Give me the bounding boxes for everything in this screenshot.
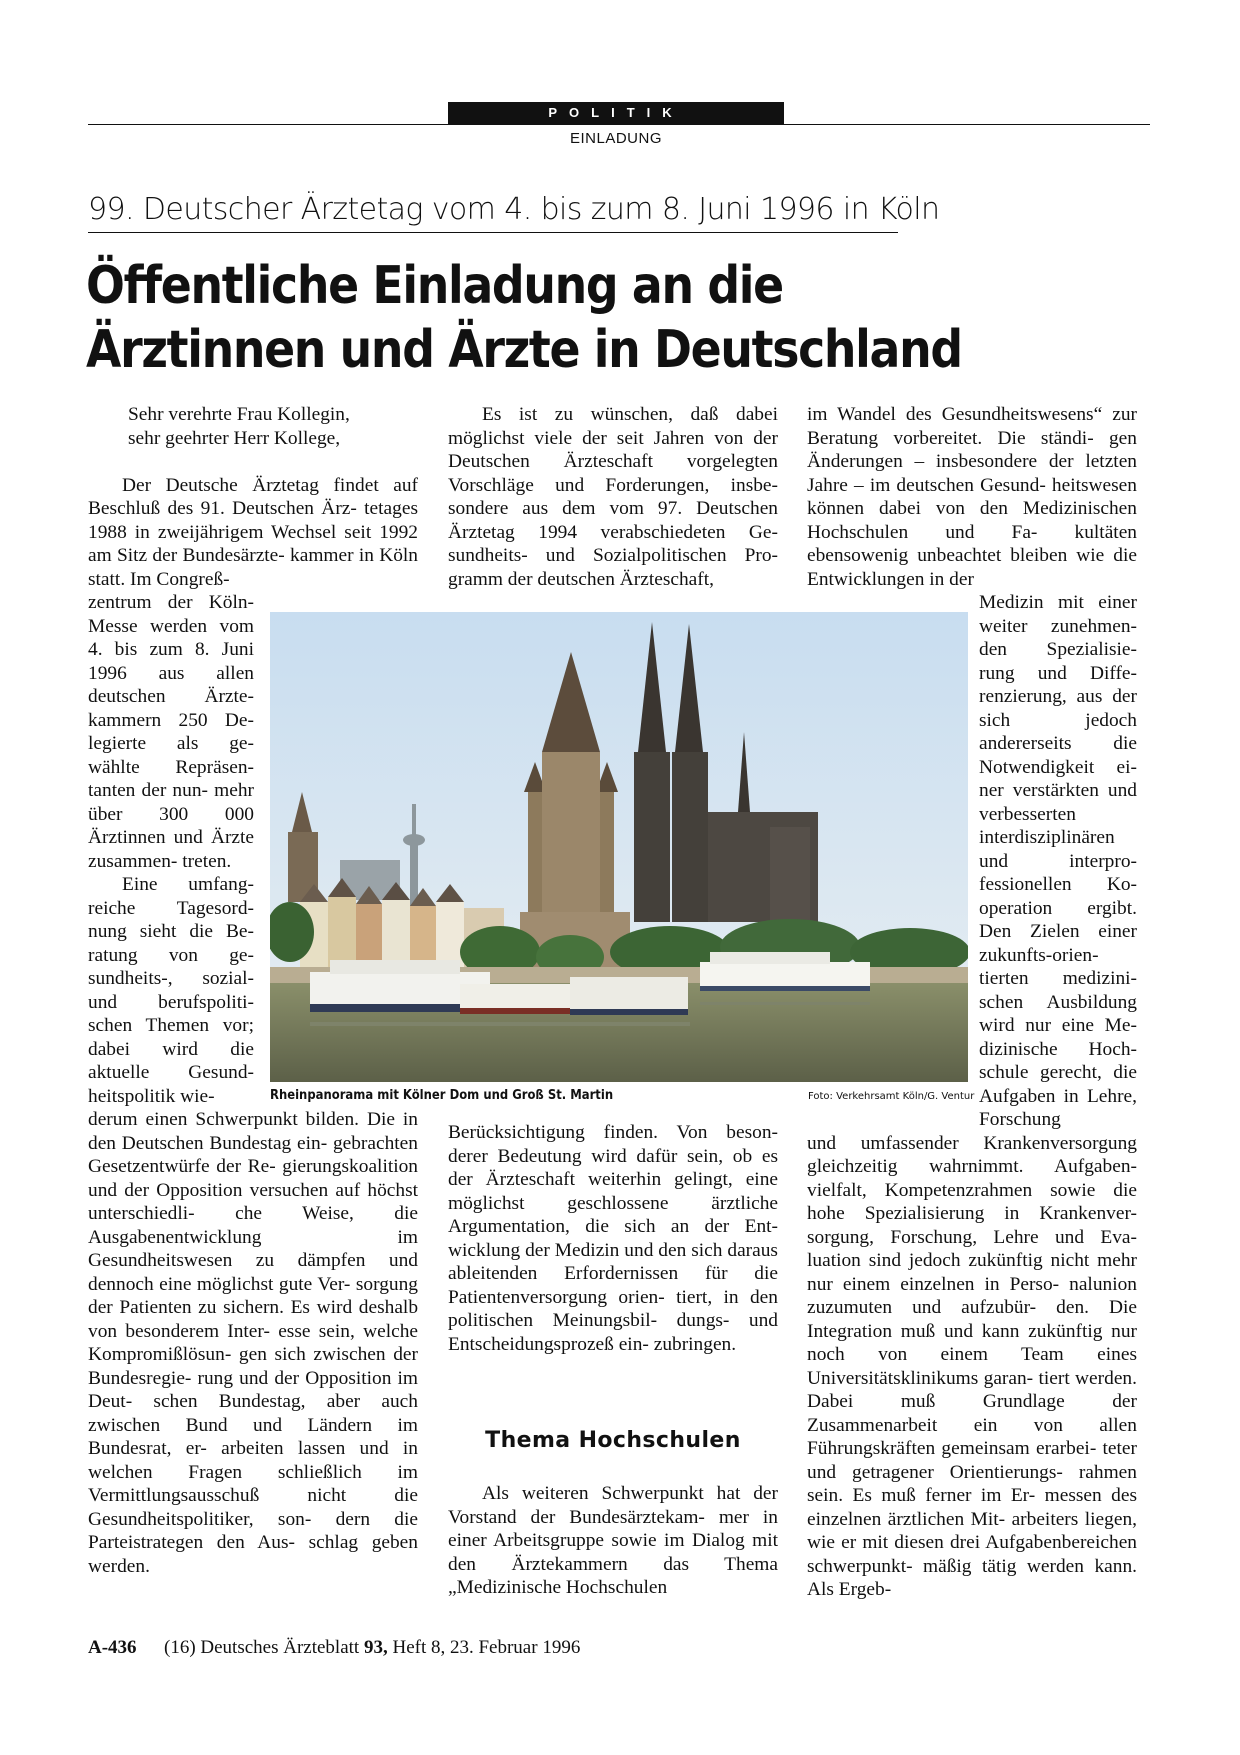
text-line: Die in den Deutschen Bundestag ein-	[88, 1109, 418, 1154]
text-line: und berufspoliti-	[88, 991, 254, 1013]
text-line: versuchen auf höchst unterschiedli-	[88, 1179, 418, 1224]
text-line: messen des einzelnen ärztlichen Mit-	[807, 1485, 1137, 1530]
text-line: Argumentation, die sich an der Ent-	[448, 1216, 778, 1237]
text-line: möglichst viele der seit Jahren von der	[448, 427, 778, 449]
text-line: zukünftig nur noch von einem Team	[807, 1320, 1137, 1365]
text-line: tiert, in den politischen Meinungsbil-	[448, 1286, 778, 1331]
photo-credit: Foto: Verkehrsamt Köln/G. Ventur	[808, 1091, 975, 1102]
text-line: Vorschläge und Forderungen, insbe-	[448, 474, 778, 496]
text-line: Führungskräften gemeinsam erarbei-	[807, 1438, 1097, 1459]
text-line: mäßig tätig werden kann. Als Ergeb-	[807, 1555, 1137, 1600]
text-line: Ärztinnen und	[88, 827, 203, 848]
column-2-after-subhead	[448, 1482, 778, 1600]
text-line: Es ist zu wünschen, daß dabei	[482, 404, 778, 425]
text-line: gleichzeitig wahrnimmt. Aufgaben-	[807, 1156, 1137, 1177]
text-line: sondere aus dem vom 97. Deutschen	[448, 498, 778, 519]
text-line: vielfalt, Kompetenzrahmen sowie die	[807, 1179, 1137, 1201]
text-line: sorgung der Patienten zu sichern. Es	[88, 1273, 418, 1318]
text-line: der Zusammenarbeit ein von allen	[807, 1391, 1137, 1436]
text-line: Aufgabenbereichen schwerpunkt-	[807, 1532, 1137, 1577]
text-line: und dennoch eine möglichst gute Ver-	[88, 1250, 418, 1295]
text-line: auf Beschluß des 91. Deutschen Ärz-	[88, 474, 418, 519]
text-line: sundheits-, sozial-	[88, 968, 254, 989]
citation-volume: 93,	[363, 1637, 388, 1658]
header-rule	[88, 124, 1150, 125]
text-line: schen Themen	[88, 1015, 210, 1036]
text-line: wird deshalb von besonderem Inter-	[88, 1297, 419, 1342]
text-line: derum einen Schwerpunkt bilden.	[88, 1109, 359, 1130]
article-kicker: 99. Deutscher Ärztetag vom 4. bis zum 8. Juni 1996 in Köln	[88, 192, 940, 227]
text-line: daraus ableitenden Erfordernissen	[448, 1239, 778, 1284]
text-line: gebrachten Gesetzentwürfe der Re-	[88, 1132, 418, 1177]
text-line: Medizinischen Hochschulen und Fa-	[807, 498, 1137, 543]
citation-issue: Heft 8, 23. Februar 1996	[387, 1637, 581, 1658]
text-line: treten.	[182, 850, 232, 872]
text-line: letzten Jahre – im deutschen Gesund-	[807, 451, 1137, 496]
text-line: im Wandel des Gesundheitswesens“	[807, 404, 1103, 425]
text-line: Medizin mit einer	[979, 592, 1137, 613]
text-line: arbeiters liegen, wie er mit diesen drei	[807, 1508, 1137, 1553]
column-2-top	[448, 403, 778, 591]
section-subhead: Thema Hochschulen	[485, 1428, 741, 1453]
text-line: die Aufgaben in	[979, 1062, 1137, 1107]
salutation-line: sehr geehrter Herr Kollege,	[128, 427, 341, 449]
text-line: gramm der deutschen Ärzteschaft,	[448, 568, 714, 590]
text-line: che Weise, die Ausgabenentwicklung	[88, 1203, 418, 1248]
text-line: schen Ausbildung	[979, 991, 1137, 1013]
text-line: esse sein, welche Kompromißlösun-	[88, 1320, 418, 1365]
text-line: luation sind jedoch zukünftig nicht	[807, 1250, 1090, 1271]
headline-line-2: Ärztinnen und Ärzte in Deutschland	[86, 320, 962, 380]
text-line: vor; dabei wird die	[88, 1015, 254, 1060]
text-line: dungs- und Entscheidungsprozeß ein-	[448, 1310, 778, 1355]
text-line: Thema „Medizinische Hochschulen	[448, 1553, 778, 1598]
text-line: mer in einer Arbeitsgruppe sowie im	[448, 1506, 778, 1551]
text-line: zukunfts-orien-	[979, 944, 1099, 966]
text-line: dern die Parteistrategen den Aus-	[88, 1508, 418, 1553]
footer-citation	[164, 1637, 580, 1659]
text-line: gen sich zwischen der Bundesregie-	[88, 1344, 418, 1389]
text-line: der Vorstand der Bundesärztekam-	[448, 1483, 778, 1528]
text-line: sorgung, Forschung, Lehre und Eva-	[807, 1226, 1137, 1248]
text-line: Eine umfang-	[122, 874, 254, 895]
text-line: rung und Diffe-	[979, 662, 1137, 684]
text-line: nalunion zuzumuten und aufzubür-	[807, 1273, 1137, 1318]
text-line: Lehre, Forschung	[979, 1085, 1137, 1130]
text-line: derer Bedeutung wird dafür sein, ob	[448, 1145, 753, 1167]
text-line: aktuelle Gesund-	[88, 1062, 254, 1083]
text-line: Als weiteren Schwerpunkt hat	[482, 1483, 741, 1504]
text-line: dizinische Hoch-	[979, 1038, 1137, 1060]
citation-journal: (16) Deutsches Ärzteblatt	[164, 1637, 364, 1658]
text-line: nung sieht die Be-	[88, 921, 254, 942]
text-line: mehr nur einem einzelnen in Perso-	[807, 1250, 1137, 1295]
text-line: weiter zunehmen-	[979, 615, 1137, 637]
text-line: schen Bundestag, aber auch zwischen	[88, 1391, 418, 1436]
text-line: reiche Tagesord-	[88, 897, 254, 919]
text-line: eine möglichst geschlossene ärztliche	[448, 1169, 778, 1214]
text-line: Dialog mit den Ärztekammern das	[448, 1530, 778, 1575]
text-line: heitspolitik wie-	[88, 1085, 215, 1107]
text-line: der sich jedoch	[979, 686, 1137, 731]
text-line: zur Beratung vorbereitet. Die ständi-	[807, 404, 1137, 449]
text-line: Messe werden	[88, 615, 208, 637]
text-line: operation ergibt.	[979, 897, 1137, 919]
text-line: den. Die Integration muß und kann	[807, 1297, 1137, 1342]
text-line: Ärzte zusammen-	[88, 827, 254, 872]
text-line: schule gerecht,	[979, 1062, 1102, 1083]
text-line: kultäten ebensowenig unbeachtet	[807, 521, 1137, 566]
text-line: es der Ärzteschaft weiterhin gelingt,	[448, 1145, 778, 1190]
text-line: den Spezialisie-	[979, 639, 1137, 660]
rhine-panorama-photo	[270, 612, 968, 1082]
text-line: interdisziplinären	[979, 827, 1115, 848]
text-line: ner verstärkten	[979, 780, 1099, 801]
text-line: renzierung, aus	[979, 686, 1103, 707]
subsection-label: EINLADUNG	[569, 130, 663, 147]
text-line: vom 4. bis zum 8.	[88, 615, 254, 660]
photo-caption: Rheinpanorama mit Kölner Dom und Groß St. Martin	[270, 1087, 614, 1103]
text-line: für die Patientenversorgung orien-	[448, 1263, 778, 1308]
text-line: rung und der Opposition im Deut-	[88, 1367, 419, 1412]
text-line: im Gesundheitswesen zu dämpfen	[88, 1226, 418, 1271]
column-2-bottom	[448, 1121, 778, 1356]
text-line: tierten medizini-	[979, 968, 1137, 989]
text-line: Berücksichtigung finden. Von beson-	[448, 1122, 778, 1143]
kicker-rule	[88, 232, 898, 233]
text-line: hohe Spezialisierung in Krankenver-	[807, 1203, 1137, 1224]
text-line: eines Universitätsklinikums garan-	[807, 1344, 1137, 1389]
text-line: fessionellen Ko-	[979, 874, 1137, 895]
page-number: A-436	[88, 1637, 137, 1658]
text-line: legierte als ge-	[88, 733, 254, 754]
text-line: Der Deutsche Ärztetag findet	[122, 474, 379, 496]
salutation-line: Sehr verehrte Frau Kollegin,	[128, 404, 350, 425]
text-line: teter und getragener Orientierungs-	[807, 1438, 1137, 1483]
text-line: Deutschen Ärzteschaft vorgelegten	[448, 451, 778, 472]
text-line: bleiben wie die Entwicklungen in der	[807, 545, 1137, 590]
text-line: und verbesserten	[979, 780, 1137, 825]
text-line: wicklung der Medizin und den sich	[448, 1239, 723, 1261]
text-line: ratung von ge-	[88, 944, 254, 966]
text-line: schließlich im Vermittlungsausschuß	[88, 1461, 418, 1506]
text-line: heitswesen können dabei von den	[807, 474, 1137, 519]
text-line: zentrum der Köln-	[88, 592, 254, 613]
text-line: kammer in Köln statt. Im Congreß-	[88, 545, 418, 590]
text-line: tetages 1988 in zweijährigem Wechsel	[88, 498, 418, 543]
text-line: gen Änderungen – insbesondere der	[807, 427, 1137, 472]
text-line: arbeiten lassen und in welchen Fragen	[88, 1438, 418, 1483]
text-line: Den Zielen einer	[979, 921, 1137, 942]
section-label: POLITIK	[448, 102, 784, 124]
text-line: tanten der nun-	[88, 780, 208, 801]
text-line: und umfassender Krankenversorgung	[807, 1132, 1137, 1154]
text-line: wird nur eine Me-	[979, 1015, 1137, 1036]
text-line: wählte Repräsen-	[88, 756, 254, 778]
text-line: gierungskoalition und der Opposition	[88, 1156, 418, 1201]
text-line: deutschen Ärzte-	[88, 686, 254, 707]
text-line: sundheits- und Sozialpolitischen Pro-	[448, 545, 778, 566]
text-line: Ärztetag 1994 verabschiedeten Ge-	[448, 521, 778, 543]
article-headline	[86, 254, 1036, 382]
text-line: Bund und Ländern im Bundesrat, er-	[88, 1414, 418, 1459]
headline-line-1: Öffentliche Einladung an die	[86, 256, 783, 316]
text-line: zubringen.	[653, 1333, 737, 1355]
text-line: kammern 250 De-	[88, 709, 254, 731]
text-line: nicht die Gesundheitspolitiker, son-	[88, 1485, 418, 1530]
text-line: rahmen sein. Es muß ferner im Er-	[807, 1461, 1137, 1506]
text-line: Juni 1996 aus allen	[88, 639, 254, 684]
text-line: seit 1992 am Sitz der Bundesärzte-	[88, 521, 418, 566]
text-line: andererseits die	[979, 733, 1137, 754]
text-line: schlag geben werden.	[88, 1532, 418, 1577]
text-line: Notwendigkeit ei-	[979, 756, 1137, 778]
text-line: tiert werden. Dabei muß Grundlage	[807, 1367, 1137, 1412]
text-line: mehr über 300 000	[88, 780, 254, 825]
text-line: und interpro-	[979, 850, 1137, 872]
